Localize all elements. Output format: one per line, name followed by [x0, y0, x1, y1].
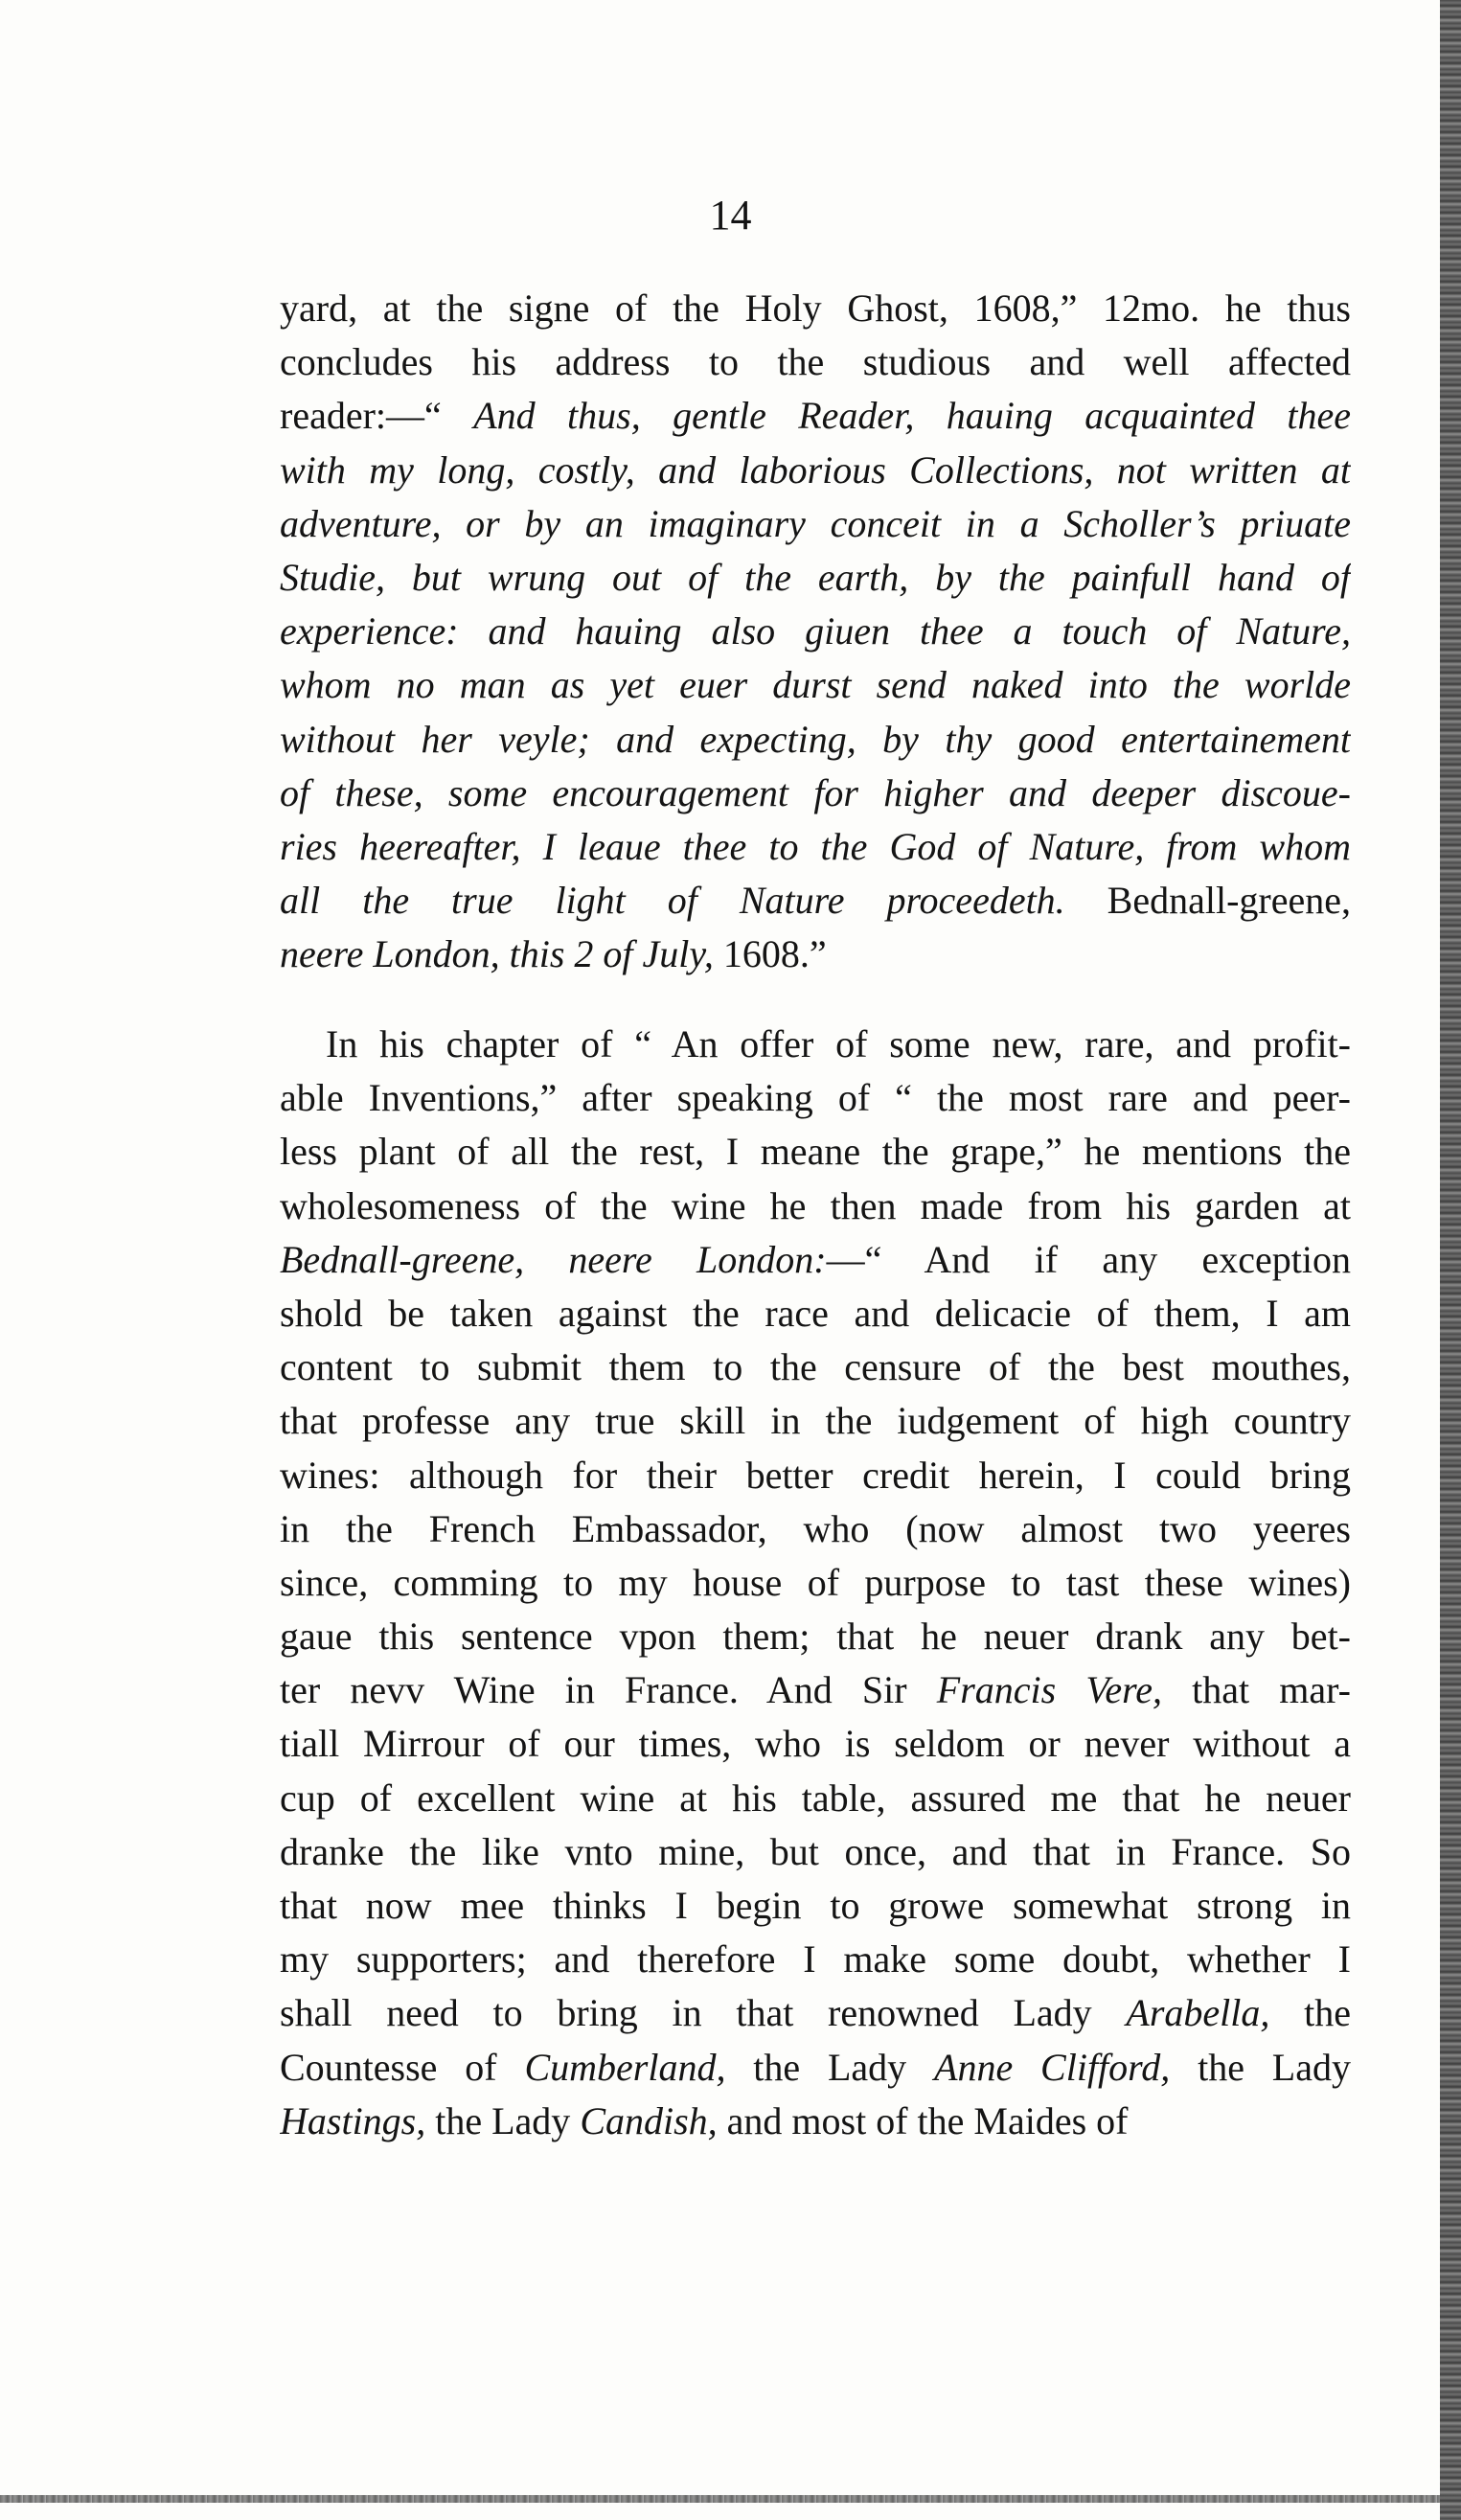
text-line: [280, 928, 1351, 981]
text-segment: my supporters; and therefore I make some doubt, whether I: [280, 1937, 1351, 1982]
text-segment: 1608.”: [713, 932, 827, 976]
text-line: [280, 1879, 1351, 1933]
text-line: [280, 335, 1351, 389]
text-segment: that mar-: [1161, 1668, 1351, 1712]
text-line: [280, 1502, 1351, 1556]
italic-segment: Francis Vere,: [936, 1668, 1162, 1712]
italic-segment: with my long, costly, and laborious Collections, not written at: [280, 447, 1351, 492]
text-line: [280, 1610, 1351, 1663]
scan-edge-right: [1440, 0, 1461, 2520]
italic-segment: without her veyle; and expecting, by thy good entertainement: [280, 717, 1351, 761]
text-segment: wines: although for their better credit herein, I could bring: [280, 1453, 1351, 1497]
text-segment: dranke the like vnto mine, but once, and that in France. So: [280, 1829, 1351, 1873]
text-segment: the Lady: [425, 2098, 581, 2142]
text-segment: reader:—“: [280, 394, 474, 438]
text-line: [280, 1986, 1351, 2040]
text-line: [280, 1340, 1351, 1394]
text-line: [280, 1394, 1351, 1448]
text-line: [280, 444, 1351, 497]
text-line: [280, 1449, 1351, 1502]
italic-segment: And thus, gentle Reader, hauing acquainted thee: [473, 394, 1351, 438]
text-line: [280, 1825, 1351, 1879]
italic-segment: Anne Clifford,: [934, 2045, 1171, 2089]
text-line: [280, 282, 1351, 335]
text-line: [280, 389, 1351, 443]
text-segment: wholesomeness of the wine he then made from his garden at: [280, 1183, 1351, 1227]
text-line: [280, 713, 1351, 767]
italic-segment: Arabella,: [1126, 1991, 1270, 2035]
text-segment: In his chapter of “ An offer of some new, rare, and profit-: [326, 1022, 1351, 1065]
text-segment: shold be taken against the race and delicacie of them, I am: [280, 1291, 1351, 1335]
text-segment: the Lady: [725, 2045, 935, 2089]
italic-segment: Cumberland,: [524, 2045, 726, 2089]
text-segment: tiall Mirrour of our times, who is seldom or never without a: [280, 1722, 1351, 1766]
italic-segment: neere London, this 2 of July,: [280, 932, 714, 976]
text-line: [280, 1233, 1351, 1287]
paragraph-quotation: [280, 282, 1351, 981]
italic-segment: Hastings,: [280, 2098, 426, 2142]
text-segment: —“ And if any exception: [826, 1237, 1351, 1281]
text-line: [280, 1071, 1351, 1125]
text-segment: shall need to bring in that renowned Lady: [280, 1991, 1127, 2035]
text-segment: since, comming to my house of purpose to tast these wines): [280, 1560, 1351, 1604]
italic-segment: all the true light of Nature proceedeth.: [280, 879, 1065, 923]
italic-segment: Studie, but wrung out of the earth, by the painfull hand of: [280, 555, 1351, 599]
text-segment: able Inventions,” after speaking of “ the most rare and peer-: [280, 1076, 1351, 1120]
text-line: [280, 1933, 1351, 1986]
text-line: [280, 1287, 1351, 1340]
italic-segment: ries heereafter, I leaue thee to the God of Nature, from whom: [280, 824, 1351, 868]
text-segment: that professe any true skill in the iudgement of high country: [280, 1399, 1351, 1443]
page-number: 14: [709, 192, 752, 239]
italic-segment: Candish,: [580, 2098, 718, 2142]
text-line: [280, 1180, 1351, 1233]
scan-edge-bottom: [0, 2495, 1440, 2503]
text-line: [280, 767, 1351, 820]
text-segment: the: [1269, 1991, 1351, 2035]
text-line: [280, 820, 1351, 874]
italic-segment: whom no man as yet euer durst send naked into the worlde: [280, 663, 1351, 707]
italic-segment: adventure, or by an imaginary conceit in a Scholler’s priuate: [280, 501, 1351, 545]
text-line: [280, 874, 1351, 928]
text-line: [280, 1125, 1351, 1179]
text-segment: the Lady: [1170, 2045, 1351, 2089]
text-segment: content to submit them to the censure of the best mouthes,: [280, 1345, 1351, 1389]
text-line: [280, 1018, 1351, 1071]
text-segment: cup of excellent wine at his table, assured me that he neuer: [280, 1775, 1351, 1820]
text-line: [280, 497, 1351, 551]
text-segment: ter nevv Wine in France. And Sir: [280, 1668, 937, 1712]
italic-segment: of these, some encouragement for higher and deeper discoue-: [280, 770, 1351, 814]
text-segment: and most of the Maides of: [717, 2098, 1129, 2142]
italic-segment: experience: and hauing also giuen thee a touch of Nature,: [280, 609, 1351, 653]
text-line: [280, 1556, 1351, 1610]
text-segment: Bednall-greene,: [1064, 879, 1351, 923]
text-line: [280, 551, 1351, 605]
text-segment: concludes his address to the studious and well affected: [280, 340, 1351, 384]
text-segment: gaue this sentence vpon them; that he neuer drank any bet-: [280, 1615, 1351, 1659]
text-line: [280, 1772, 1351, 1825]
text-segment: less plant of all the rest, I meane the grape,” he mentions the: [280, 1130, 1351, 1174]
italic-segment: Bednall-greene, neere London:: [280, 1237, 827, 1281]
text-line: [280, 1717, 1351, 1771]
paragraph-inventions: [280, 1018, 1351, 2148]
text-segment: that now mee thinks I begin to growe somewhat strong in: [280, 1884, 1351, 1927]
text-segment: Countesse of: [280, 2045, 525, 2089]
text-line: [280, 605, 1351, 658]
text-line: [280, 2095, 1351, 2148]
text-line: [280, 1663, 1351, 1717]
text-line: [280, 2041, 1351, 2095]
text-segment: in the French Embassador, who (now almost two yeeres: [280, 1506, 1351, 1550]
text-segment: yard, at the signe of the Holy Ghost, 1608,” 12mo. he thus: [280, 286, 1351, 330]
text-line: [280, 658, 1351, 712]
